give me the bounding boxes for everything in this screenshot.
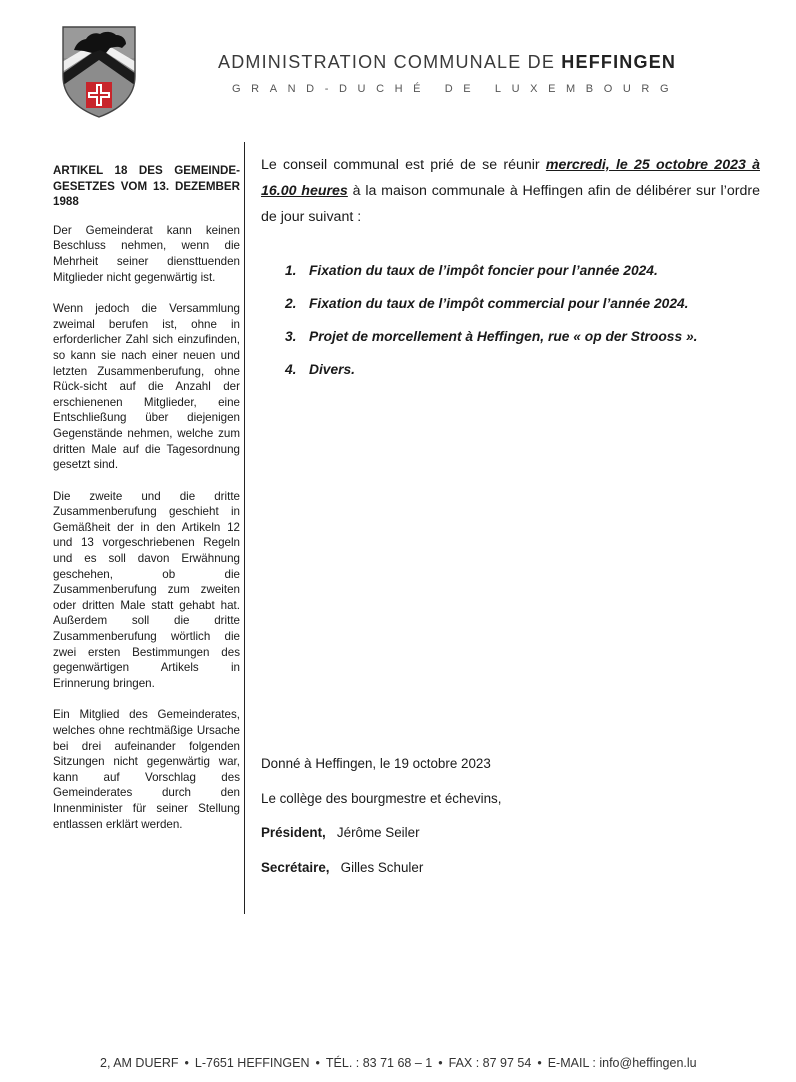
header-title-prefix: ADMINISTRATION COMMUNALE DE	[218, 52, 562, 72]
agenda-item	[285, 258, 765, 291]
article-paragraph: Wenn jedoch die Versammlung zweimal berufen ist, ohne in erforderlicher Zahl sich einzufinden, so kann sie nach einer neuen und letzten Zusammenberufung, ohne Rück-sicht auf die Anzahl der erschienenen Mitglieder, eine Entschließung über diejenigen Gegenstände nehmen, welche zum dritten Male auf die Tagesordnung gesetzt sind.	[53, 302, 240, 472]
secretary-signature	[261, 860, 423, 875]
agenda-item	[285, 324, 765, 357]
agenda-item-text: Fixation du taux de l’impôt foncier pour l’année 2024.	[309, 263, 658, 278]
agenda-item-number: 1.	[285, 263, 297, 278]
agenda-item	[285, 291, 765, 324]
legal-article-column	[53, 163, 240, 848]
intro-after: à la maison communale à Heffingen afin de délibérer sur l’ordre de jour suivant :	[261, 183, 760, 225]
header-subtitle: GRAND-DUCHÉ DE LUXEMBOURG	[232, 83, 680, 95]
agenda-item-text: Projet de morcellement à Heffingen, rue « op der Strooss ».	[309, 329, 698, 344]
header-title-municipality: HEFFINGEN	[561, 52, 677, 72]
header-title	[218, 52, 676, 73]
intro-before: Le conseil communal est prié de se réunir	[261, 157, 546, 173]
president-label: Président,	[261, 825, 326, 840]
article-heading: ARTIKEL 18 DES GEMEINDE-GESETZES VOM 13. DEZEMBER 1988	[53, 164, 240, 209]
article-paragraph: Ein Mitglied des Gemeinderates, welches ohne rechtmäßige Ursache bei drei aufeinander folgenden Sitzungen nicht gegenwärtig war, kann auf Vorschlag des Gemeinderates durch den Innenminister für seiner Stellung entlassen erklärt werden.	[53, 708, 240, 831]
given-at-line: Donné à Heffingen, le 19 octobre 2023	[261, 756, 491, 771]
column-divider	[244, 142, 245, 914]
footer-contact	[100, 1056, 700, 1070]
article-paragraph: Die zweite und die dritte Zusammenberufung geschieht in Gemäßheit der in den Artikeln 12 und 13 vorgeschriebenen Regeln und es soll davon Erwähnung geschehen, ob die Zusammenberufung zum zweiten oder dritten Male statt gehabt hat. Außerdem soll die dritte Zusammenberufung wörtlich die zwei ersten Bestimmungen des gegenwärtigen Artikels in Erinnerung bringen.	[53, 489, 240, 690]
agenda-item	[285, 357, 765, 390]
college-line: Le collège des bourgmestre et échevins,	[261, 791, 502, 806]
president-signature	[261, 825, 420, 840]
agenda-item-text: Divers.	[309, 362, 356, 377]
secretary-name: Gilles Schuler	[340, 860, 424, 875]
footer-phone: TÉL. : 83 71 68 – 1	[325, 1056, 433, 1070]
agenda-item-number: 2.	[285, 296, 297, 311]
meeting-date-time: mercredi, le 25 octobre 2023 à 16.00 heures	[261, 157, 760, 199]
coat-of-arms-logo	[62, 26, 136, 118]
convocation-text	[261, 152, 760, 230]
footer-separator: •	[315, 1056, 320, 1070]
agenda-list	[285, 258, 765, 390]
footer-separator: •	[438, 1056, 443, 1070]
footer-separator: •	[537, 1056, 542, 1070]
footer-email[interactable]: E-MAIL : info@heffingen.lu	[547, 1056, 697, 1070]
agenda-item-number: 3.	[285, 329, 297, 344]
agenda-item-number: 4.	[285, 362, 297, 377]
footer-fax: FAX : 87 97 54	[448, 1056, 532, 1070]
article-paragraph: Der Gemeinderat kann keinen Beschluss nehmen, wenn die Mehrheit seiner diensttuenden Mitglieder nicht gegenwärtig ist.	[53, 223, 240, 284]
president-name: Jérôme Seiler	[336, 825, 420, 840]
footer-locality: L-7651 HEFFINGEN	[194, 1056, 310, 1070]
secretary-label: Secrétaire,	[261, 860, 330, 875]
footer-separator: •	[184, 1056, 189, 1070]
footer-address: 2, AM DUERF	[100, 1056, 179, 1070]
agenda-item-text: Fixation du taux de l’impôt commercial pour l’année 2024.	[309, 296, 689, 311]
